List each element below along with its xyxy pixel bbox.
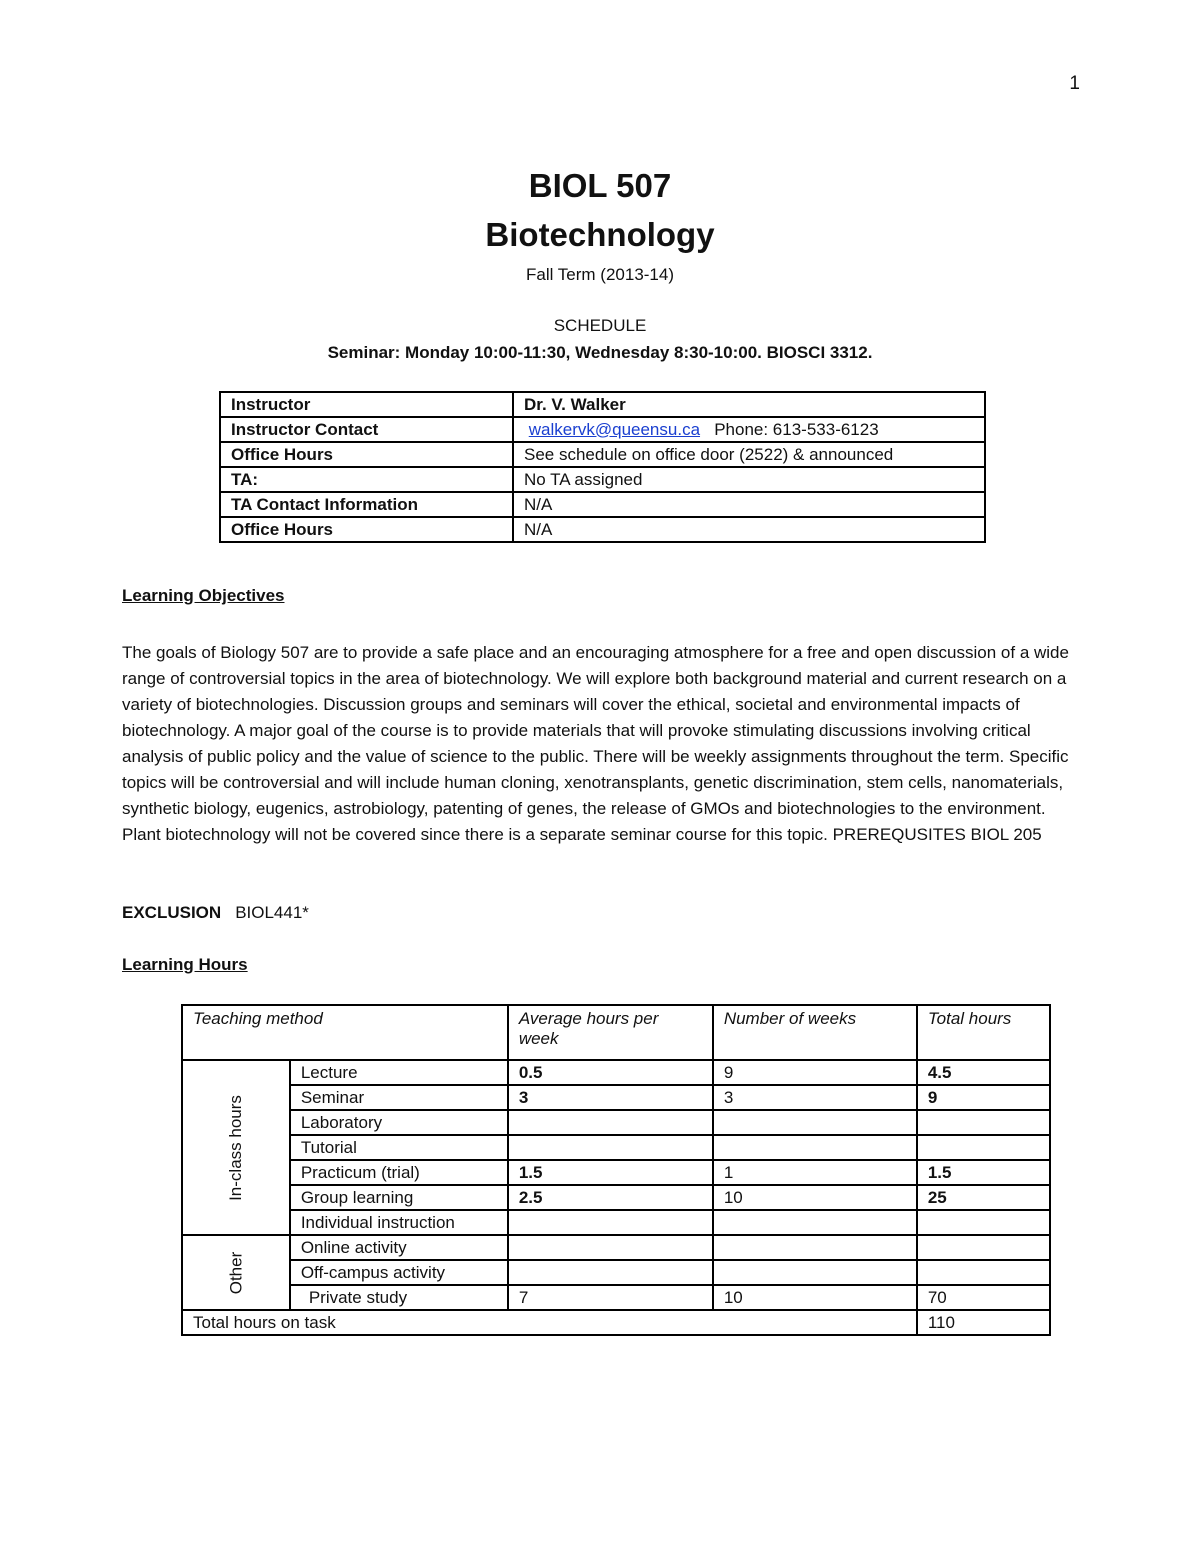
objectives-paragraph: The goals of Biology 507 are to provide a safe place and an encouraging atmosphere for a free and open discussion of a wide range of controversial topics in the area of biotechnology. We will explore both background material and current research on a variety of biotechnologies. Discussion groups and seminars will cover the ethical, societal and environmental impacts of biotechnology. A major goal of the course is to provide materials that will provoke stimulating discussions involving critical analysis of public policy and the value of science to the public. There will be weekly assignments throughout the term. Specific topics will be controversial and will include human cloning, xenotransplants, genetic discrimination, stem cells, nanomaterials, synthetic biology, eugenics, astrobiology, patenting of genes, the release of GMOs and biotechnologies to the environment. Plant biotechnology will not be covered since there is a separate seminar course for this topic. PREREQUSITES BIOL 205 bbox=[122, 643, 1069, 844]
group-inclass bbox=[182, 1060, 290, 1235]
phone-text: Phone: 613-533-6123 bbox=[714, 419, 879, 439]
term-line: Fall Term (2013-14) bbox=[525, 265, 675, 284]
info-value: See schedule on office door (2522) & announced bbox=[513, 442, 985, 467]
table-header-row bbox=[182, 1005, 1050, 1060]
info-label: Office Hours bbox=[220, 517, 513, 542]
weeks-cell: 9 bbox=[713, 1060, 917, 1085]
method-cell: Online activity bbox=[290, 1235, 508, 1260]
seminar-schedule: Seminar: Monday 10:00-11:30, Wednesday 8:30-10:00. BIOSCI 3312. bbox=[327, 343, 873, 362]
table-row bbox=[182, 1260, 1050, 1285]
exclusion-line bbox=[122, 903, 309, 923]
course-name-title: Biotechnology bbox=[485, 216, 715, 253]
info-value: No TA assigned bbox=[513, 467, 985, 492]
table-row bbox=[182, 1185, 1050, 1210]
learning-hours-table bbox=[181, 1004, 1051, 1336]
learning-objectives-heading: Learning Objectives bbox=[122, 586, 285, 605]
total-cell bbox=[917, 1260, 1050, 1285]
instructor-info-table bbox=[219, 391, 986, 543]
info-label: Office Hours bbox=[220, 442, 513, 467]
table-row bbox=[220, 467, 985, 492]
group-other bbox=[182, 1235, 290, 1310]
total-cell bbox=[917, 1210, 1050, 1235]
schedule-heading: SCHEDULE bbox=[553, 316, 647, 335]
learning-hours-heading: Learning Hours bbox=[122, 955, 248, 974]
exclusion-value: BIOL441* bbox=[235, 903, 309, 922]
avg-cell: 7 bbox=[508, 1285, 713, 1310]
info-label: TA: bbox=[220, 467, 513, 492]
contact-cell bbox=[513, 417, 985, 442]
table-row bbox=[182, 1235, 1050, 1260]
info-label: Instructor bbox=[220, 392, 513, 417]
page-number: 1 bbox=[1069, 73, 1080, 94]
email-link[interactable]: walkervk@queensu.ca bbox=[528, 419, 701, 439]
total-cell: 25 bbox=[917, 1185, 1050, 1210]
avg-cell: 3 bbox=[508, 1085, 713, 1110]
total-cell: 9 bbox=[917, 1085, 1050, 1110]
table-row bbox=[182, 1135, 1050, 1160]
header-total-hours: Total hours bbox=[917, 1005, 1050, 1060]
method-cell: Lecture bbox=[290, 1060, 508, 1085]
course-code-title: BIOL 507 bbox=[528, 167, 672, 204]
weeks-cell bbox=[713, 1110, 917, 1135]
weeks-cell bbox=[713, 1235, 917, 1260]
table-row bbox=[182, 1110, 1050, 1135]
table-row bbox=[182, 1285, 1050, 1310]
table-row bbox=[220, 517, 985, 542]
group-label: In-class hours bbox=[225, 1094, 245, 1201]
info-value: Dr. V. Walker bbox=[513, 392, 985, 417]
method-cell: Off-campus activity bbox=[290, 1260, 508, 1285]
header-average-hours: Average hours per week bbox=[508, 1005, 713, 1060]
total-cell: 70 bbox=[917, 1285, 1050, 1310]
method-cell: Private study bbox=[290, 1285, 508, 1310]
weeks-cell: 10 bbox=[713, 1285, 917, 1310]
total-cell bbox=[917, 1135, 1050, 1160]
table-row bbox=[220, 492, 985, 517]
total-cell bbox=[917, 1235, 1050, 1260]
weeks-cell bbox=[713, 1210, 917, 1235]
header-number-weeks: Number of weeks bbox=[713, 1005, 917, 1060]
info-value: N/A bbox=[513, 517, 985, 542]
table-row bbox=[182, 1160, 1050, 1185]
method-cell: Tutorial bbox=[290, 1135, 508, 1160]
total-value: 110 bbox=[917, 1310, 1050, 1335]
table-row bbox=[220, 392, 985, 417]
total-cell: 1.5 bbox=[917, 1160, 1050, 1185]
method-cell: Practicum (trial) bbox=[290, 1160, 508, 1185]
header-teaching-method: Teaching method bbox=[182, 1005, 508, 1060]
table-row bbox=[182, 1085, 1050, 1110]
info-label: TA Contact Information bbox=[220, 492, 513, 517]
weeks-cell: 1 bbox=[713, 1160, 917, 1185]
avg-cell: 0.5 bbox=[508, 1060, 713, 1085]
info-value: N/A bbox=[513, 492, 985, 517]
method-cell: Group learning bbox=[290, 1185, 508, 1210]
avg-cell: 2.5 bbox=[508, 1185, 713, 1210]
table-total-row bbox=[182, 1310, 1050, 1335]
table-row bbox=[182, 1060, 1050, 1085]
total-cell bbox=[917, 1110, 1050, 1135]
info-label: Instructor Contact bbox=[220, 417, 513, 442]
avg-cell bbox=[508, 1210, 713, 1235]
avg-cell bbox=[508, 1110, 713, 1135]
method-cell: Individual instruction bbox=[290, 1210, 508, 1235]
method-cell: Seminar bbox=[290, 1085, 508, 1110]
group-label: Other bbox=[225, 1251, 245, 1294]
table-row bbox=[182, 1210, 1050, 1235]
avg-cell bbox=[508, 1260, 713, 1285]
weeks-cell bbox=[713, 1260, 917, 1285]
table-row bbox=[220, 442, 985, 467]
weeks-cell bbox=[713, 1135, 917, 1160]
avg-cell: 1.5 bbox=[508, 1160, 713, 1185]
table-row bbox=[220, 417, 985, 442]
total-label: Total hours on task bbox=[182, 1310, 917, 1335]
avg-cell bbox=[508, 1135, 713, 1160]
method-cell: Laboratory bbox=[290, 1110, 508, 1135]
avg-cell bbox=[508, 1235, 713, 1260]
weeks-cell: 10 bbox=[713, 1185, 917, 1210]
total-cell: 4.5 bbox=[917, 1060, 1050, 1085]
exclusion-label: EXCLUSION bbox=[122, 903, 222, 922]
weeks-cell: 3 bbox=[713, 1085, 917, 1110]
